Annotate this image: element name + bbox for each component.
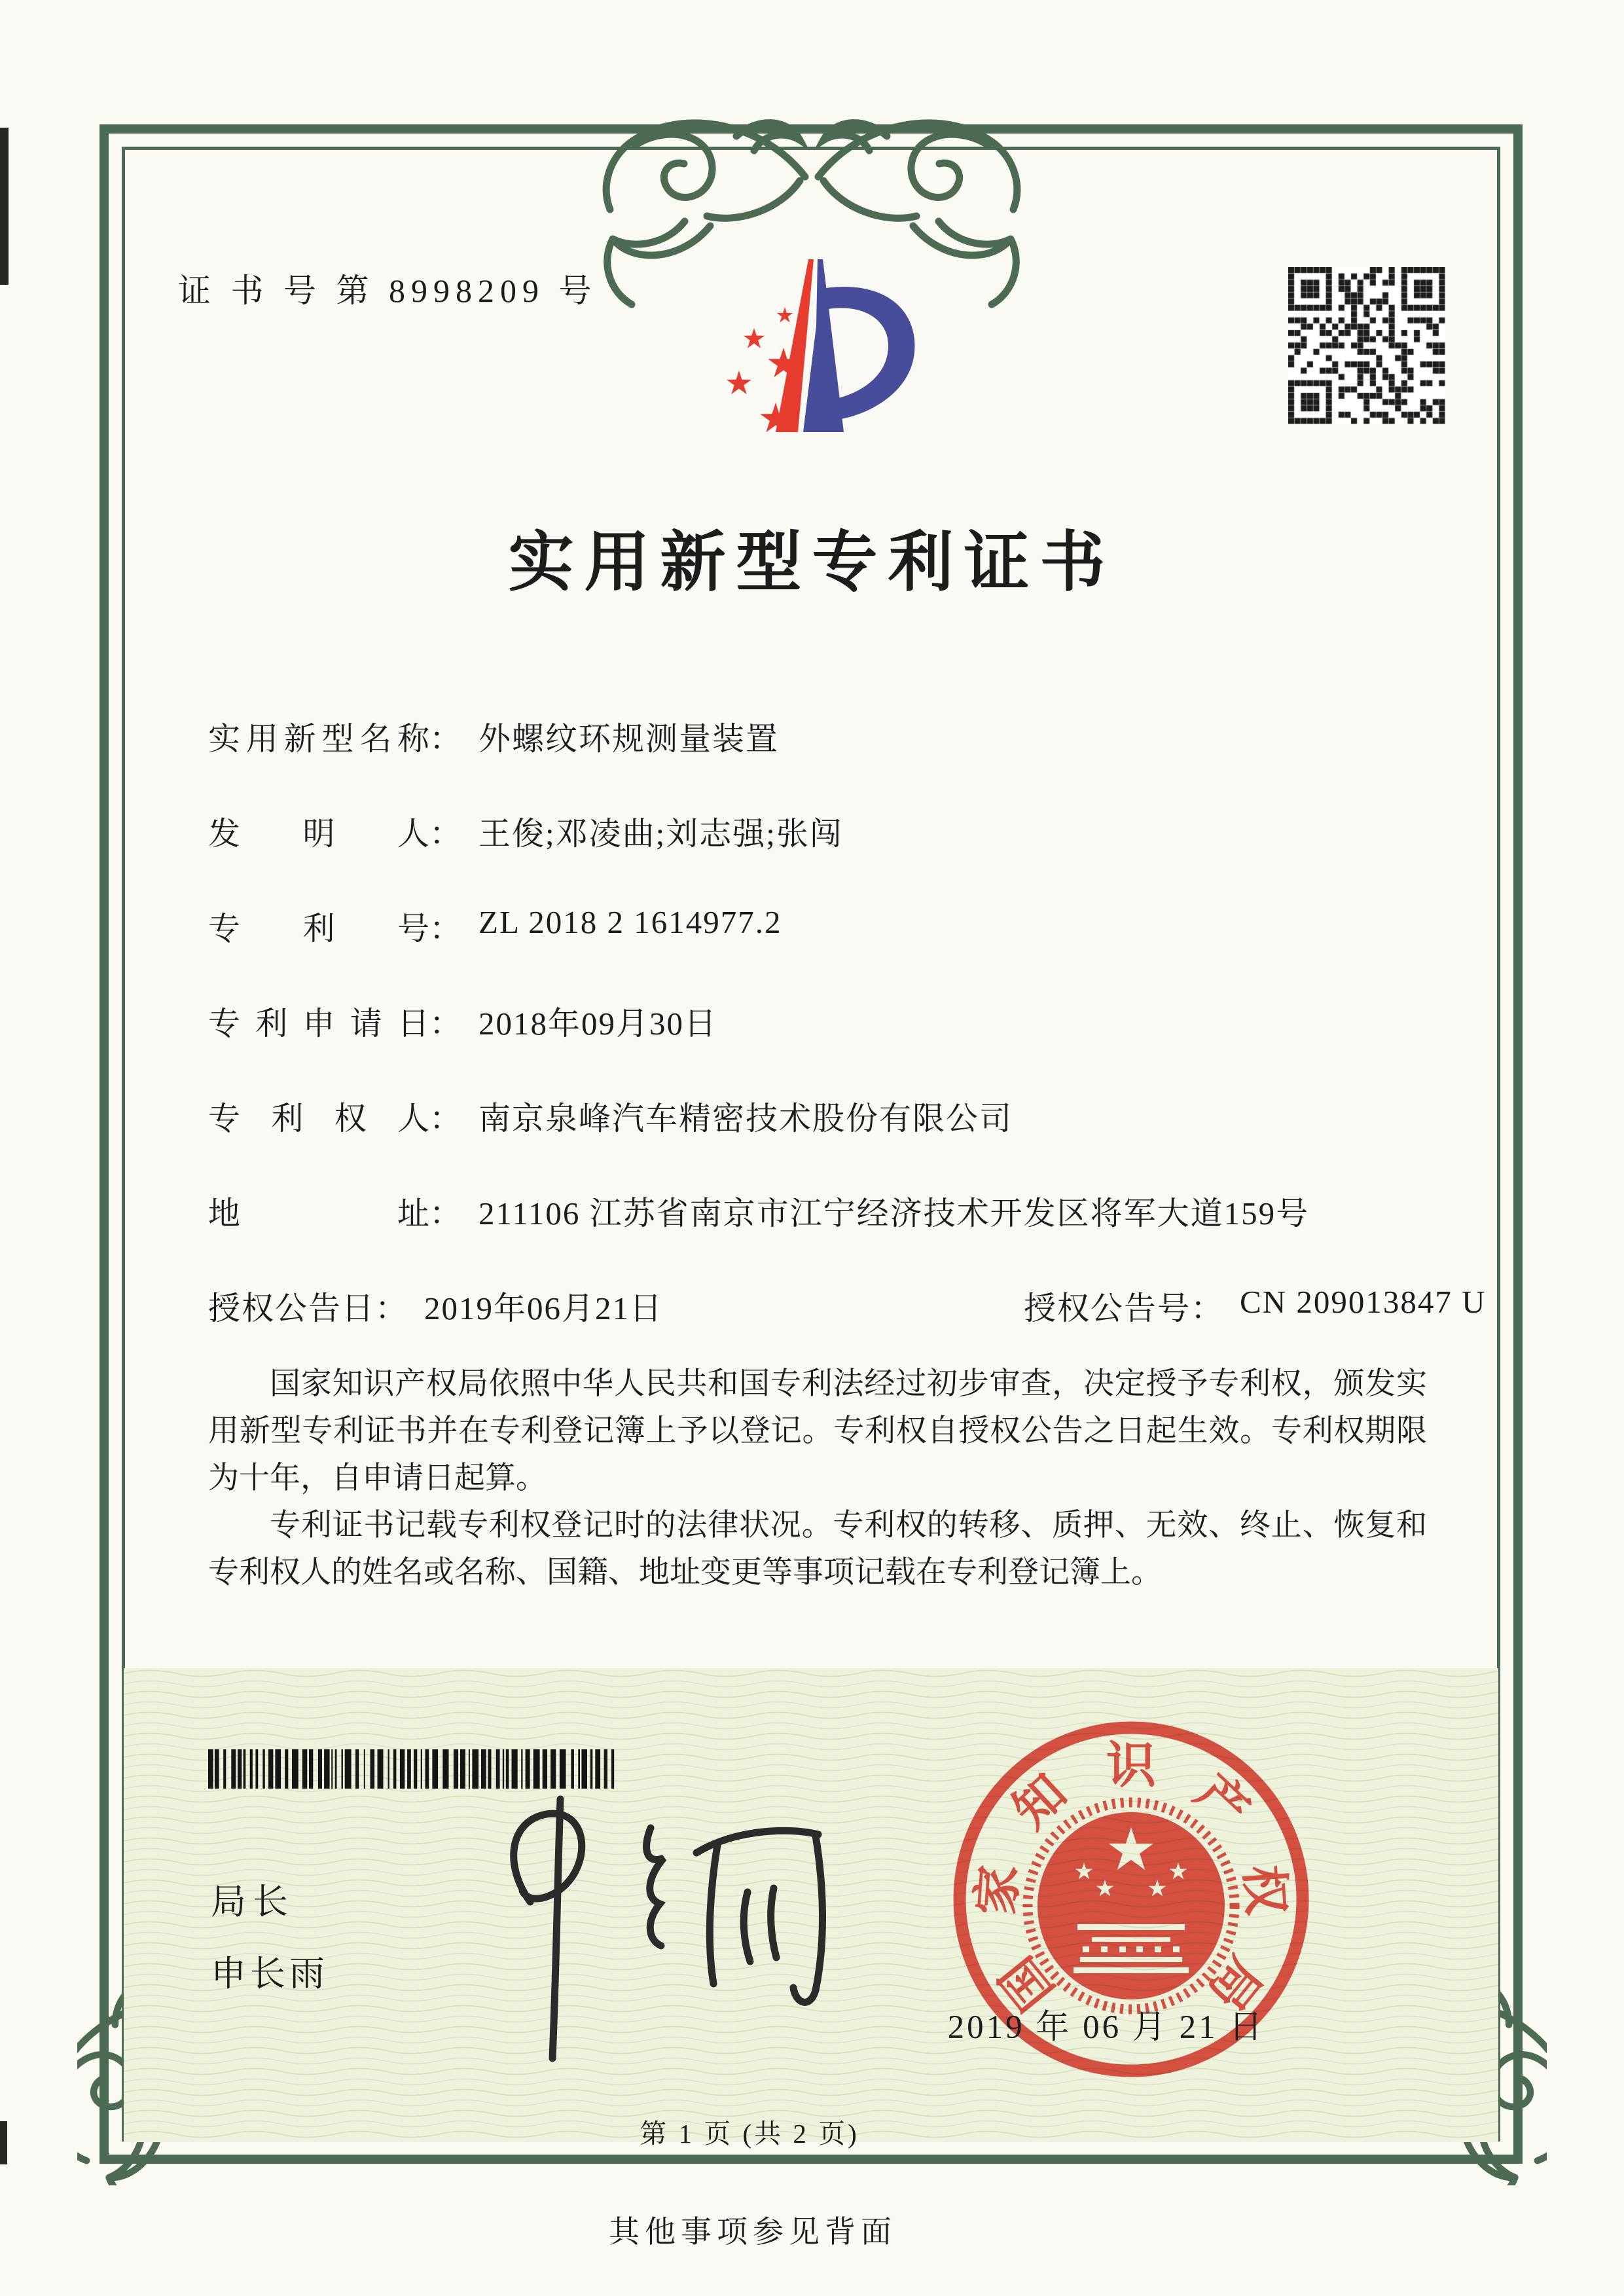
field-row-inventors bbox=[208, 809, 843, 854]
cnipa-logo-icon bbox=[692, 247, 931, 444]
field-value: 王俊;邓凌曲;刘志强;张闯 bbox=[478, 816, 843, 852]
field-value: ZL 2018 2 1614977.2 bbox=[478, 904, 782, 940]
field-row-filing-date bbox=[208, 998, 717, 1044]
svg-text:产: 产 bbox=[1185, 1764, 1259, 1839]
field-colon: ： bbox=[429, 816, 462, 852]
field-row-utility-name bbox=[208, 714, 779, 759]
field-row-address bbox=[208, 1188, 1309, 1234]
field-colon: ： bbox=[429, 1101, 462, 1137]
field-label: 实用新型名称 bbox=[208, 721, 429, 757]
field-label: 地址 bbox=[208, 1195, 429, 1231]
field-value: 外螺纹环规测量装置 bbox=[478, 721, 780, 757]
field-value: 211106 江苏省南京市江宁经济技术开发区将军大道159号 bbox=[478, 1195, 1310, 1231]
certificate-number: 证 书 号 第 8998209 号 bbox=[178, 272, 598, 309]
field-label: 专利权人 bbox=[208, 1101, 429, 1137]
grant-date-label: 授权公告日 bbox=[208, 1290, 376, 1326]
field-label: 专利申请日 bbox=[208, 1006, 429, 1042]
svg-text:知: 知 bbox=[1003, 1764, 1077, 1839]
field-colon: ： bbox=[375, 1290, 408, 1326]
field-row-grant bbox=[208, 1283, 1491, 1329]
grant-date-value: 2019年06月21日 bbox=[424, 1290, 664, 1326]
field-colon: ： bbox=[429, 1195, 462, 1231]
field-value: 南京泉峰汽车精密技术股份有限公司 bbox=[478, 1101, 1013, 1137]
scan-artifact bbox=[0, 128, 9, 285]
svg-text:国: 国 bbox=[990, 1946, 1065, 2020]
legal-paragraph-1: 国家知识产权局依照中华人民共和国专利法经过初步审查，决定授予专利权，颁发实用新型专利证书并在专利登记簿上予以登记。专利权自授权公告之日起生效。专利权期限为十年，自申请日起算。 bbox=[208, 1367, 1427, 1495]
svg-text:识: 识 bbox=[1106, 1738, 1156, 1794]
field-colon: ： bbox=[429, 721, 462, 757]
grant-number-label: 授权公告号 bbox=[1024, 1290, 1191, 1326]
field-row-patent-number bbox=[208, 903, 782, 949]
legal-text-block bbox=[208, 1360, 1427, 1596]
field-value: 2018年09月30日 bbox=[478, 1006, 718, 1042]
commissioner-title: 局长 bbox=[211, 1882, 295, 1922]
field-colon: ： bbox=[429, 1006, 462, 1042]
page-number: 第 1 页 (共 2 页) bbox=[640, 2119, 859, 2149]
field-colon: ： bbox=[429, 911, 462, 947]
svg-text:局: 局 bbox=[1197, 1946, 1272, 2020]
field-label: 专利号 bbox=[208, 911, 429, 947]
seal-date: 2019 年 06 月 21 日 bbox=[947, 2009, 1265, 2046]
field-label: 发明人 bbox=[208, 816, 429, 852]
grant-number-value: CN 209013847 U bbox=[1240, 1284, 1487, 1320]
commissioner-name: 申长雨 bbox=[211, 1954, 329, 1994]
back-side-note: 其他事项参见背面 bbox=[609, 2215, 897, 2250]
svg-text:家: 家 bbox=[969, 1863, 1028, 1917]
commissioner-signature bbox=[432, 1768, 851, 2069]
field-colon: ： bbox=[1191, 1290, 1223, 1326]
field-row-patentee bbox=[208, 1093, 1013, 1139]
svg-text:权: 权 bbox=[1235, 1863, 1293, 1917]
legal-paragraph-2: 专利证书记载专利权登记时的法律状况。专利权的转移、质押、无效、终止、恢复和专利权人的姓名或名称、国籍、地址变更等事项记载在专利登记簿上。 bbox=[208, 1508, 1427, 1590]
qr-code bbox=[1288, 267, 1445, 424]
certificate-title: 实用新型专利证书 bbox=[508, 526, 1116, 599]
